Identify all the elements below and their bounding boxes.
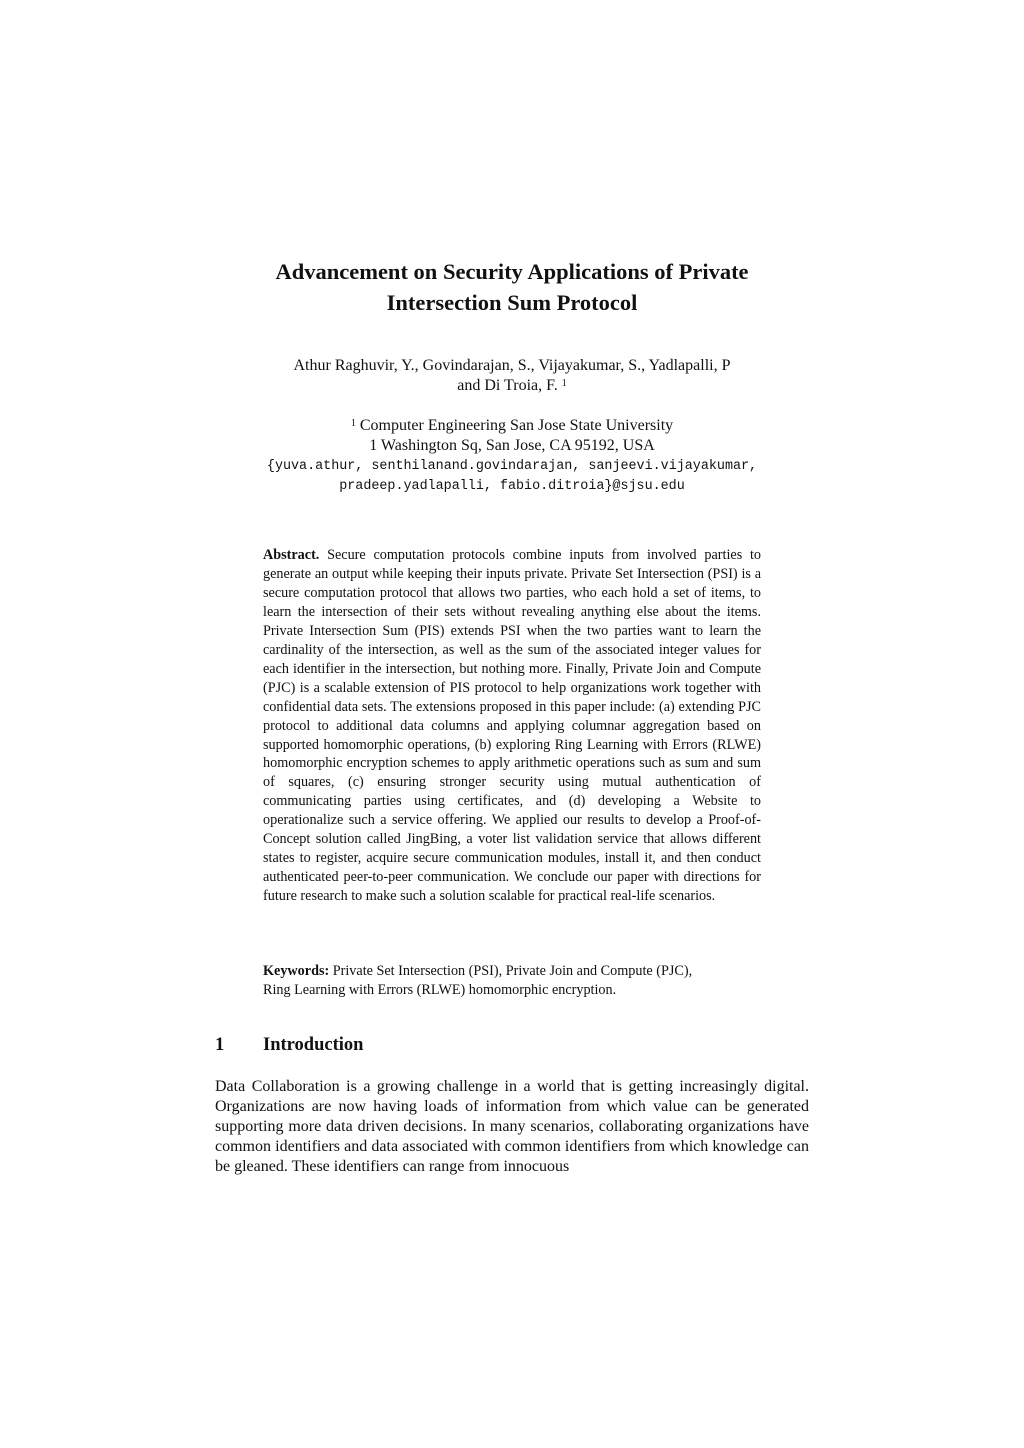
- section-title: Introduction: [263, 1035, 364, 1055]
- authors-line-2: and Di Troia, F.: [457, 377, 558, 394]
- paper-title: [200, 256, 824, 318]
- abstract-text: Secure computation protocols combine inputs from involved parties to generate an output while keeping their inputs private. Private Set Intersection (PSI) is a secure computation protocol that allows two parties, who each hold a set of items, to learn the intersection of their sets without revealing anything else about the items. Private Intersection Sum (PIS) extends PSI when the two parties want to learn the cardinality of the intersection, as well as the sum of the associated integer values for each identifier in the intersection, but nothing more. Finally, Private Join and Compute (PJC) is a scalable extension of PIS protocol to help organizations work together with confidential data sets. The extensions proposed in this paper include: (a) extending PJC protocol to additional data columns and applying columnar aggregation based on supported homomorphic operations, (b) exploring Ring Learning with Errors (RLWE) homomorphic encryption schemes to apply arithmetic operations such as sum and sum of squares, (c) ensuring stronger security using mutual authentication of communicating parties using certificates, and (d) developing a Website to operationalize such a service offering. We applied our results to develop a Proof-of-Concept solution called JingBing, a voter list validation service that allows different states to register, acquire secure communication modules, install it, and then conduct authenticated peer-to-peer communication. We conclude our paper with directions for future research to make such a solution scalable for practical real-life scenarios.: [263, 547, 761, 905]
- keywords-line-2: Ring Learning with Errors (RLWE) homomorphic encryption.: [263, 982, 617, 998]
- email-line-1: {yuva.athur, senthilanand.govindarajan, sanjeevi.vijayakumar,: [266, 459, 758, 474]
- abstract-label: Abstract.: [263, 547, 320, 563]
- keywords-line-1: Private Set Intersection (PSI), Private Join and Compute (PJC),: [332, 963, 693, 979]
- affiliation-mark: 1: [350, 418, 356, 429]
- authors-line-1: Athur Raghuvir, Y., Govindarajan, S., Vijayakumar, S., Yadlapalli, P: [293, 357, 731, 374]
- paper-title-line-1: Advancement on Security Applications of Private: [275, 259, 749, 284]
- keywords: [263, 962, 761, 1000]
- author-emails: [200, 457, 824, 497]
- author-list: [230, 356, 794, 396]
- affiliation: [230, 416, 794, 456]
- abstract: [263, 546, 761, 906]
- section-heading-introduction: [215, 1033, 815, 1057]
- keywords-label: Keywords:: [263, 963, 330, 979]
- affiliation-line-2: 1 Washington Sq, San Jose, CA 95192, USA: [369, 437, 655, 454]
- section-number: 1: [215, 1035, 225, 1055]
- author-affiliation-mark: 1: [561, 378, 567, 389]
- affiliation-line-1: Computer Engineering San Jose State University: [359, 417, 674, 434]
- paper-title-line-2: Intersection Sum Protocol: [386, 290, 638, 315]
- introduction-paragraph: Data Collaboration is a growing challenge in a world that is getting increasingly digital. Organizations are now having loads of information from which value can be generated supporting more data driven decisions. In many scenarios, collaborating organizations have common identifiers and data associated with common identifiers from which knowledge can be gleaned. These identifiers can range from innocuous: [215, 1078, 809, 1175]
- email-line-2: pradeep.yadlapalli, fabio.ditroia}@sjsu.edu: [339, 479, 685, 494]
